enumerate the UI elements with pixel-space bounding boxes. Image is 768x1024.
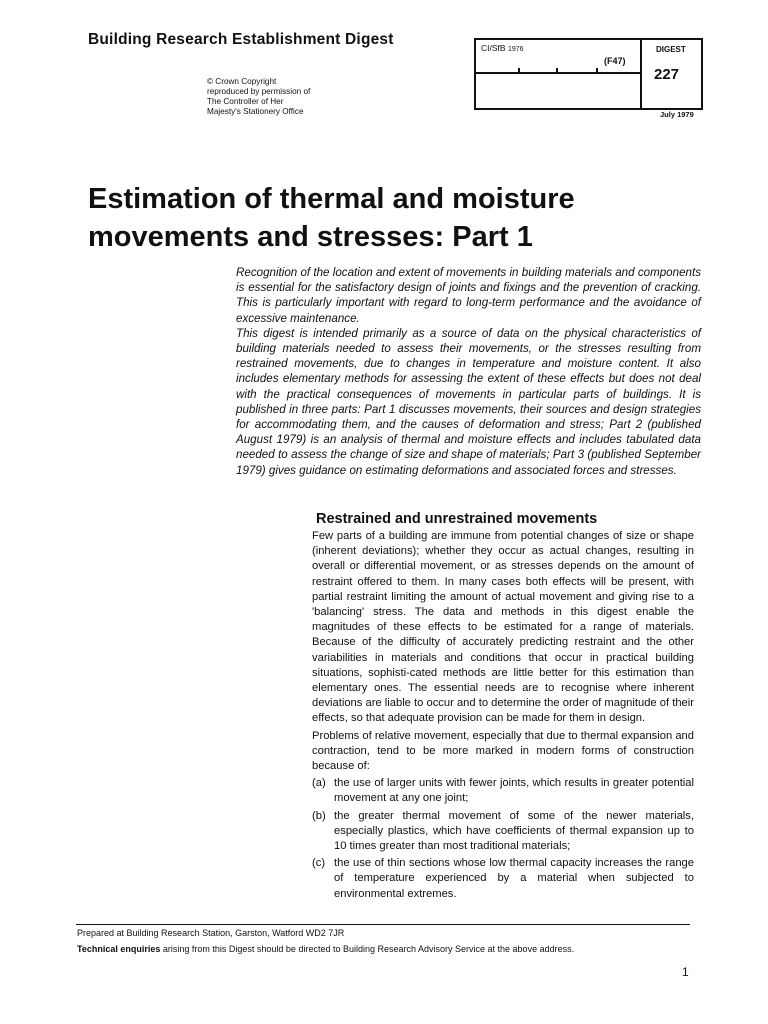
publication-date: July 1979 [660, 110, 694, 119]
document-title [88, 180, 708, 256]
title-line: Estimation of thermal and moisture [88, 183, 575, 215]
page-number: 1 [682, 965, 689, 979]
copyright-line: © Crown Copyright [207, 77, 277, 86]
list-marker: (a) [312, 777, 326, 790]
list-item [312, 776, 694, 806]
intro-summary [236, 265, 701, 478]
box-tick [596, 68, 598, 73]
box-tick [556, 68, 558, 73]
copyright-notice [207, 77, 367, 117]
classification-code: (F47) [604, 56, 626, 66]
section-body [312, 529, 694, 904]
list-item-text: the greater thermal movement of some of the newer materials, especially plastics, which have coefficients of thermal expansion up to 10 times greater than most traditional materials; [334, 809, 694, 853]
list-marker: (b) [312, 809, 326, 822]
list-item [312, 856, 694, 902]
intro-paragraph: Recognition of the location and extent of movements in building materials and components is essential for the satisfactory design of joints and fixings and the prevention of cracking. This is particularly important with regard to long-term performance and the avoidance of excessive maintenance. [236, 266, 701, 325]
publisher-name: Building Research Establishment Digest [88, 31, 394, 48]
digest-label: DIGEST [656, 45, 686, 54]
title-line: movements and stresses: Part 1 [88, 221, 533, 253]
list-item [312, 809, 694, 855]
copyright-line: The Controller of Her [207, 97, 284, 106]
copyright-line: Majesty's Stationery Office [207, 107, 304, 116]
causes-list [312, 776, 694, 902]
section-heading: Restrained and unrestrained movements [316, 511, 598, 527]
copyright-line: reproduced by permission of [207, 87, 311, 96]
body-paragraph: Few parts of a building are immune from potential changes of size or shape (inherent deviations); whether they occur as actual changes, resulting in overall or differential movement, or as stresses depends on the amount of restraint offered to them. In many cases both effects will be present, with partial restraint limiting the amount of actual movement and giving rise to a 'balancing' stress. The data and methods in this digest enable the magnitudes of these effects to be estimated for a range of materials. Because of the difficulty of accurately predicting restraint and the other variabilities in materials and conditions that occur in practical building situations, sophisti-cated methods are little better for this estimation than elementary ones. The essential needs are to recognise where inherent deviations are liable to occur and to determine the order of magnitude of their effects, so that adequate provision can be made for them in design. [312, 530, 694, 725]
box-divider-horizontal [476, 72, 640, 74]
intro-paragraph: This digest is intended primarily as a source of data on the physical characteristics of building materials needed to assess their movements, or the stresses resulting from restrained movements, due to changes in temperature and moisture content. It also includes elementary methods for assessing the extent of these effects but does not deal with the practical consequences of movements in particular parts of buildings. It is published in three parts: Part 1 discusses movements, their sources and design strategies for accommodating them, and the causes of deformation and stress; Part 2 (published August 1979) is an analysis of thermal and moisture effects and includes tabulated data needed to assess the change of size and shape of materials; Part 3 (published September 1979) gives guidance on estimating deformations and associated forces and stresses. [236, 326, 701, 477]
prepared-at-note: Prepared at Building Research Station, Garston, Watford WD2 7JR [77, 928, 345, 938]
cisfb-label [481, 43, 524, 53]
enquiries-note [77, 944, 574, 954]
cisfb-system: CI/SfB [481, 43, 506, 53]
list-item-text: the use of larger units with fewer joints, which results in greater potential movement at any one joint; [334, 777, 694, 805]
enquiries-text: arising from this Digest should be directed to Building Research Advisory Service at the above address. [160, 944, 575, 954]
list-item-text: the use of thin sections whose low thermal capacity increases the range of temperature experienced by a material when subjected to environmental extremes. [334, 857, 694, 900]
box-tick [518, 68, 520, 73]
body-paragraph: Problems of relative movement, especially that due to thermal expansion and contraction, tend to be more marked in modern forms of construction because of: [312, 729, 694, 773]
list-marker: (c) [312, 857, 326, 870]
footer-rule [76, 924, 690, 925]
digest-number: 227 [654, 66, 680, 83]
classification-box [474, 38, 703, 110]
box-divider-vertical [640, 40, 642, 108]
enquiries-label: Technical enquiries [77, 944, 161, 954]
cisfb-year: 1976 [507, 46, 524, 53]
